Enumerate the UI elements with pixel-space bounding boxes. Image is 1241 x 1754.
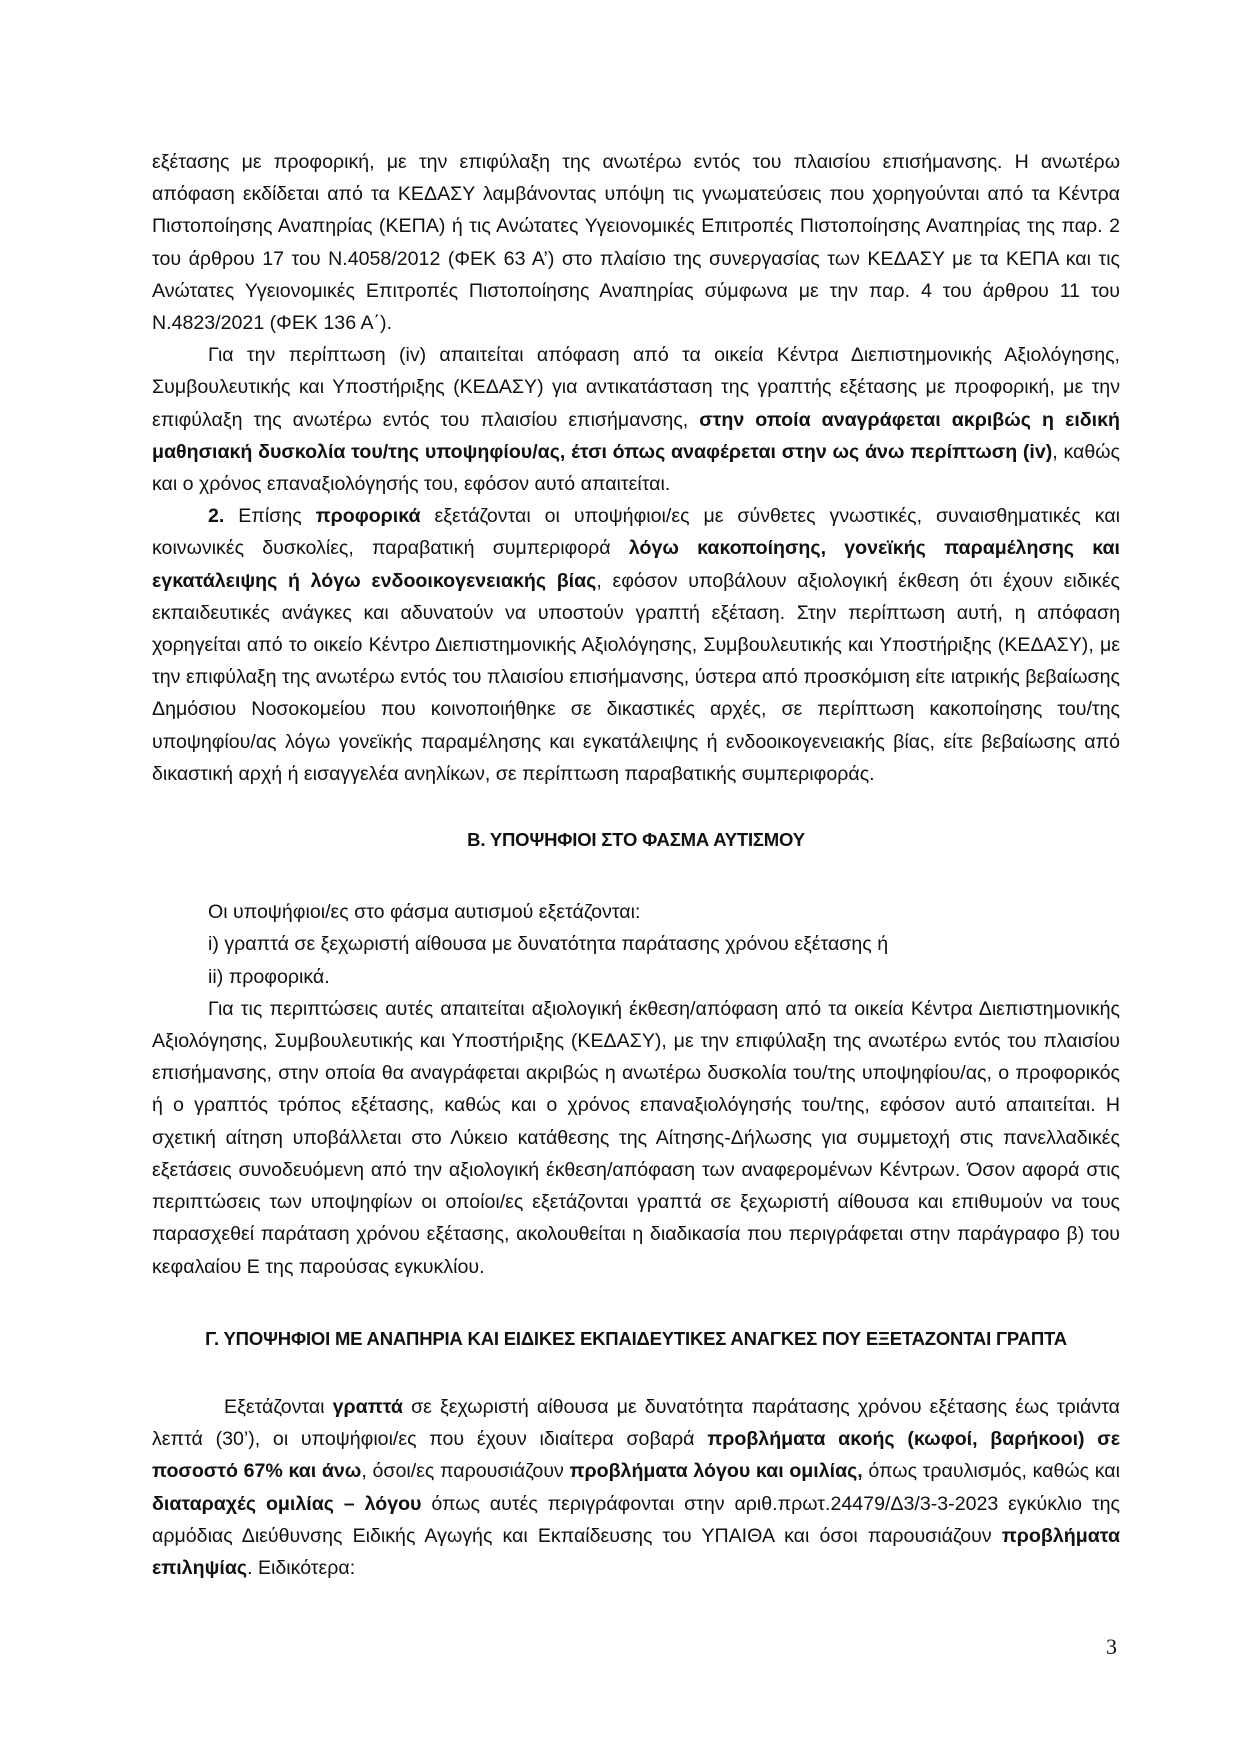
- text-run: i): [208, 933, 225, 956]
- text-run: , καθώς και ο χρόνος επαναξιολόγησής του, εφόσον αυτό απαιτείται.: [152, 440, 1120, 496]
- bold-text-run: προβλήματα λόγου και ομιλίας,: [569, 1460, 863, 1483]
- bold-text-run: προφορικά: [315, 505, 421, 528]
- text-run: εξέτασης με προφορική, με την επιφύλαξη της ανωτέρω εντός του πλαισίου επισήμανσης. Η ανωτέρω απόφαση εκδίδεται από τα ΚΕΔΑΣΥ λαμβάνοντας υπόψη τις γνωματεύσεις που χορηγούνται από τα Κέντρα Πιστοποίησης Αναπηρίας (ΚΕΠΑ) ή τις Ανώτατες Υγειονομικές Επιτροπές Πιστοποίησης Αναπηρίας της παρ. 2 του άρθρου 17 του Ν.4058/2012 (ΦΕΚ 63 Α’) στο πλαίσιο της συνεργασίας των ΚΕΔΑΣΥ με τα ΚΕΠΑ και τις Ανώτατες Υγειονομικές Επιτροπές Πιστοποίησης Αναπηρίας σύμφωνα με την παρ. 4 του άρθρου 11 του Ν.4823/2021 (ΦΕΚ 136 Α΄).: [152, 151, 1120, 335]
- bold-text-run: 2.: [208, 505, 225, 528]
- text-run: ii): [208, 965, 229, 988]
- text-run: , όσοι/ες παρουσιάζουν: [361, 1460, 570, 1483]
- page-number: 3: [1106, 1634, 1117, 1659]
- text-run: Για τις περιπτώσεις αυτές απαιτείται αξιολογική έκθεση/απόφαση από τα οικεία Κέντρα Διεπιστημονικής Αξιολόγησης, Συμβουλευτικής και Υποστήριξης (ΚΕΔΑΣΥ), με την επιφύλαξη της ανωτέρω εντός του πλαισίου επισήμανσης, στην οποία θα αναγράφεται ακριβώς η ανωτέρω δυσκολία του/της υποψηφίου/ας, ο προφορικός ή ο γραπτός τρόπος εξέτασης, καθώς και ο χρόνος επαναξιολόγησής του/της, εφόσον αυτό απαιτείται. Η σχετική αίτηση υποβάλλεται στο Λύκειο κατάθεσης της Αίτησης-Δήλωσης για συμμετοχή στις πανελλαδικές εξετάσεις συνοδευόμενη από την αξιολογική έκθεση/απόφαση των αναφερομένων Κέντρων. Όσον αφορά στις περιπτώσεις των υποψηφίων οι οποίοι/ες εξετάζονται γραπτά σε ξεχωριστή αίθουσα και επιθυμούν να τους παρασχεθεί παράταση χρόνου εξέτασης, ακολουθείται η διαδικασία που περιγράφεται στην παράγραφο β) του κεφαλαίου Ε της παρούσας εγκυκλίου.: [152, 997, 1120, 1278]
- paragraph-case-iv: [152, 339, 1120, 500]
- paragraph-written-exams: [152, 1391, 1120, 1584]
- text-run: Εξετάζονται: [224, 1395, 333, 1418]
- bold-text-run: προβλήματα επιληψίας: [152, 1524, 1120, 1579]
- bold-text-run: γραπτά: [332, 1395, 403, 1418]
- text-run: . Ειδικότερα:: [247, 1556, 356, 1579]
- bold-text-run: προφορικά: [228, 965, 325, 988]
- text-run: Επίσης: [224, 505, 316, 528]
- bold-text-run: ή: [877, 933, 889, 956]
- autism-intro-line: [152, 896, 1120, 928]
- text-run: όπως τραυλισμός, καθώς και: [862, 1460, 1120, 1483]
- text-run: σε ξεχωριστή αίθουσα με δυνατότητα παράτασης χρόνου εξέτασης: [288, 933, 878, 956]
- text-run: σε ξεχωριστή αίθουσα με δυνατότητα παράτασης χρόνου εξέτασης έως τριάντα λεπτά (30’), οι υποψήφιοι/ες που έχουν ιδιαίτερα σοβαρά: [152, 1395, 1120, 1451]
- text-run: όπως αυτές περιγράφονται στην αριθ.πρωτ.24479/Δ3/3-3-2023 εγκύκλιο της αρμόδιας Διεύθυνσης Ειδικής Αγωγής και Εκπαίδευσης του ΥΠΑΙΘΑ και όσοι παρουσιάζουν: [152, 1492, 1120, 1547]
- paragraph-autism-cases: [152, 993, 1120, 1283]
- bold-text-run: διαταραχές ομιλίας – λόγου: [152, 1492, 422, 1515]
- bold-text-run: στην οποία αναγράφεται ακριβώς η ειδική μαθησιακή δυσκολία του/της υποψηφίου/ας, έτσι όπως αναφέρεται στην ως άνω περίπτωση (iv): [152, 408, 1120, 463]
- page-content: [152, 146, 1120, 1584]
- bold-text-run: γραπτά: [224, 933, 289, 956]
- paragraph-item-2: [152, 500, 1120, 790]
- text-run: Οι υποψήφιοι/ες στο φάσμα αυτισμού εξετάζονται:: [208, 901, 641, 924]
- autism-option-i: [152, 928, 1120, 960]
- text-run: εξετάζονται οι υποψήφιοι/ες με σύνθετες γνωστικές, συναισθηματικές και κοινωνικές δυσκολίες, παραβατική συμπεριφορά: [152, 505, 1120, 560]
- section-heading-b: Β. ΥΠΟΨΗΦΙΟΙ ΣΤΟ ΦΑΣΜΑ ΑΥΤΙΣΜΟΥ: [467, 829, 805, 851]
- text-run: .: [324, 965, 330, 988]
- bold-text-run: λόγω κακοποίησης, γονεϊκής παραμέλησης και εγκατάλειψης ή λόγω ενδοοικογενειακής βίας: [152, 537, 1120, 592]
- autism-option-ii: [152, 961, 1120, 993]
- paragraph-continuation: [152, 146, 1120, 339]
- section-heading-g: Γ. ΥΠΟΨΗΦΙΟΙ ΜΕ ΑΝΑΠΗΡΙΑ ΚΑΙ ΕΙΔΙΚΕΣ ΕΚΠΑΙΔΕΥΤΙΚΕΣ ΑΝΑΓΚΕΣ ΠΟΥ ΕΞΕΤΑΖΟΝΤΑΙ ΓΡΑΠΤΑ: [205, 1327, 1067, 1349]
- text-run: Για την περίπτωση (iv) απαιτείται απόφαση από τα οικεία Κέντρα Διεπιστημονικής Αξιολόγησης, Συμβουλευτικής και Υποστήριξης (ΚΕΔΑΣΥ) για αντικατάσταση της γραπτής εξέτασης με προφορική, με την επιφύλαξη της ανωτέρω εντός του πλαισίου επισήμανσης,: [152, 344, 1120, 431]
- text-run: , εφόσον υποβάλουν αξιολογική έκθεση ότι έχουν ειδικές εκπαιδευτικές ανάγκες και αδυνατούν να υποστούν γραπτή εξέταση. Στην περίπτωση αυτή, η απόφαση χορηγείται από το οικείο Κέντρο Διεπιστημονικής Αξιολόγησης, Συμβουλευτικής και Υποστήριξης (ΚΕΔΑΣΥ), με την επιφύλαξη της ανωτέρω εντός του πλαισίου επισήμανσης, ύστερα από προσκόμιση είτε ιατρικής βεβαίωσης Δημόσιου Νοσοκομείου που κοινοποιήθηκε σε δικαστικές αρχές, σε περίπτωση κακοποίησης του/της υποψηφίου/ας λόγω γονεϊκής παραμέλησης και εγκατάλειψης ή ενδοοικογενειακής βίας, είτε βεβαίωσης από δικαστική αρχή ή εισαγγελέα ανηλίκων, σε περίπτωση παραβατικής συμπεριφοράς.: [152, 569, 1121, 785]
- bold-text-run: προβλήματα ακοής (κωφοί, βαρήκοοι) σε ποσοστό 67% και άνω: [152, 1428, 1120, 1483]
